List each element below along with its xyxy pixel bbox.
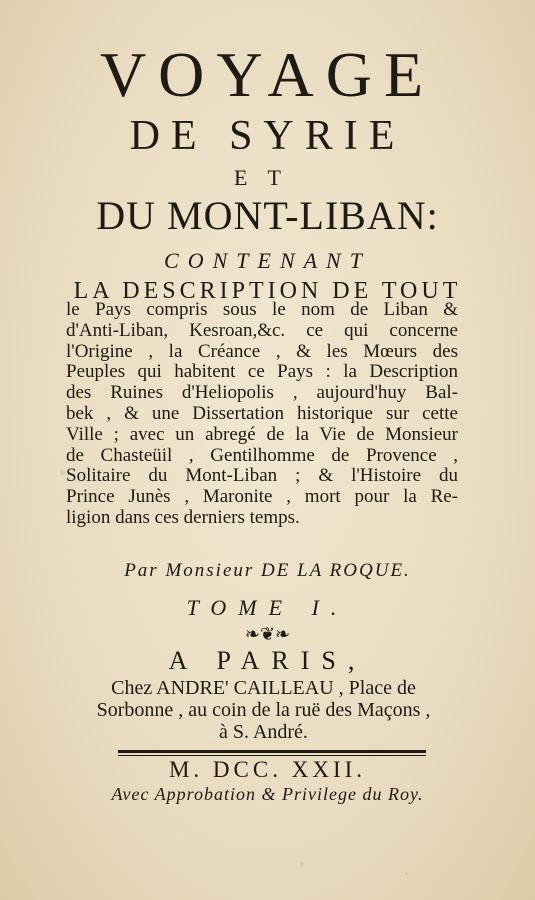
title-de-syrie: DE SYRIE [129,113,406,159]
description-line: Peuples qui habitent ce Pays : la Description [66,361,458,383]
title-et: ET [234,165,301,190]
publisher-line: Chez ANDRE' CAILLEAU , Place de [111,677,416,699]
author-line: Par Monsieur DE LA ROQUE. [124,560,411,581]
foxing-spot [300,862,304,866]
publisher-line: Sorbonne , au coin de la ruë des Maçons , [96,699,431,721]
title-mont-liban: DU MONT-LIBAN: [96,193,439,238]
description-line: Solitaire du Mont-Liban ; & l'Histoire du [66,465,458,487]
foxing-spot [60,470,65,475]
approbation-line: Avec Approbation & Privilege du Roy. [111,784,424,804]
description-line: des Ruines d'Heliopolis , aujourd'huy Bal- [66,382,458,404]
description-line: Prince Junès , Maronite , mort pour la Re- [66,486,458,508]
volume-label: TOME I. [186,595,349,620]
publisher-line: à S. André. [219,721,308,743]
subtitle-contenant: CONTENANT [164,248,371,273]
foxing-spot [405,872,408,875]
heading-description: LA DESCRIPTION DE TOUT [73,278,462,304]
description-line: l'Origine , la Créance , & les Mœurs des [66,340,458,362]
description-line: Ville ; avec un abregé de la Vie de Monsieur [66,423,458,445]
description-line: bek , & une Dissertation historique sur cette [66,402,458,424]
description-line: ligion dans ces derniers temps. [66,506,300,528]
publisher-block [66,677,461,743]
title-voyage: VOYAGE [99,39,436,110]
description-line: d'Anti-Liban, Kesroan,&c. ce qui concerne [66,319,458,341]
description-paragraph [66,300,458,529]
printers-ornament: ❧❦❧ [244,624,291,644]
description-line: le Pays compris sous le nom de Liban & [66,299,458,320]
description-line: de Chasteüil , Gentilhomme de Provence , [66,444,458,466]
double-rule-divider [118,750,426,756]
place-of-publication: A PARIS, [168,646,367,675]
publication-date: M. DCC. XXII. [168,757,367,782]
